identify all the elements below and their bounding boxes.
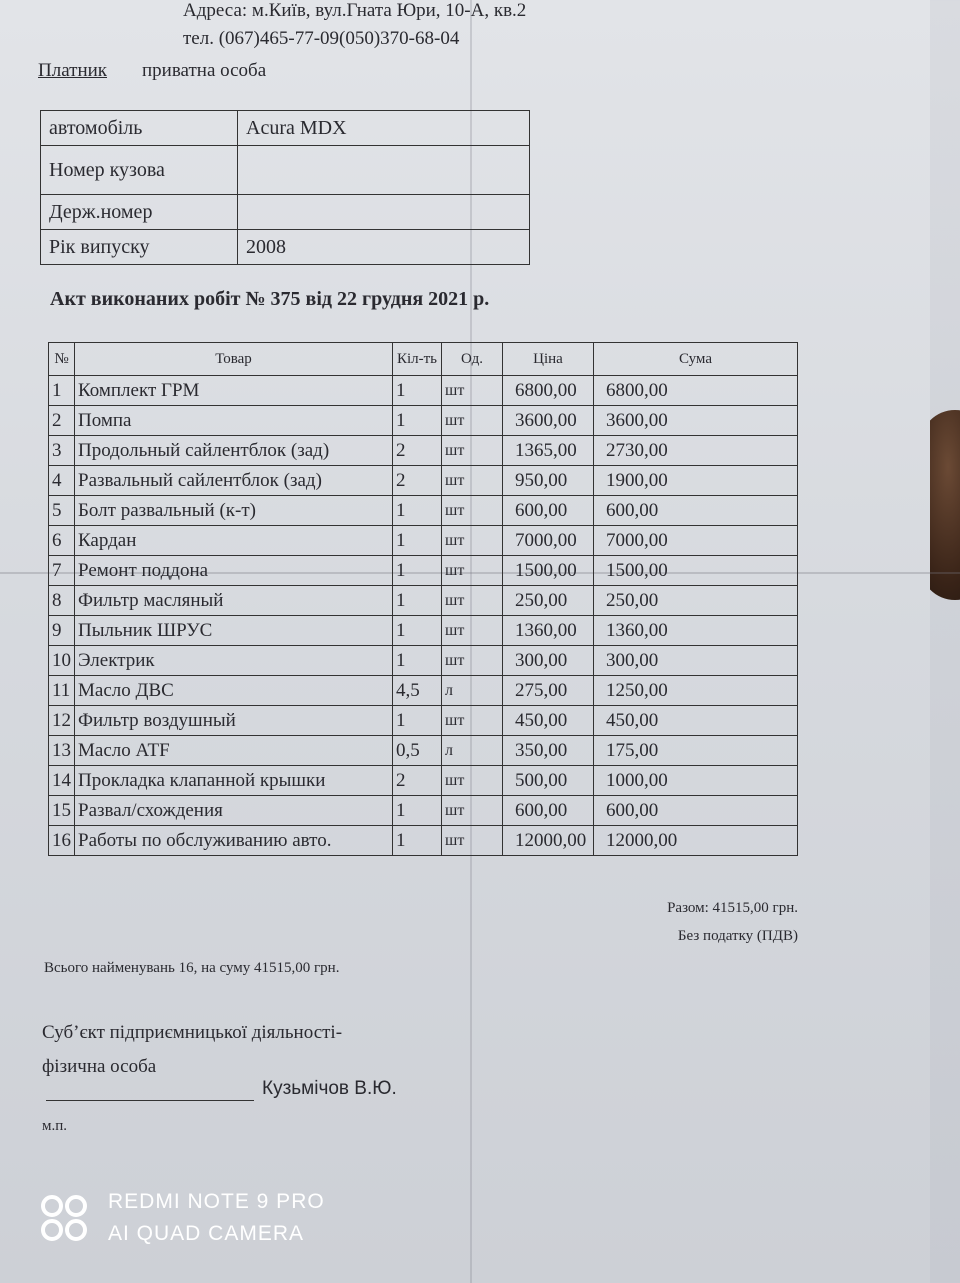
item-number: 16 <box>49 826 75 856</box>
item-unit: шт <box>442 826 503 856</box>
item-sum: 12000,00 <box>594 826 798 856</box>
item-price: 300,00 <box>503 646 594 676</box>
item-unit: шт <box>442 616 503 646</box>
item-price: 12000,00 <box>503 826 594 856</box>
car-value <box>238 195 530 230</box>
payer-value: приватна особа <box>142 60 267 81</box>
item-number: 8 <box>49 586 75 616</box>
item-name: Комплект ГРМ <box>75 376 393 406</box>
act-title: Акт виконаних робіт № 375 від 22 грудня 2021 р. <box>50 288 490 310</box>
stamp-mark: м.п. <box>42 1118 68 1134</box>
item-unit: шт <box>442 646 503 676</box>
col-unit: Од. <box>442 343 503 376</box>
item-name: Продольный сайлентблок (зад) <box>75 436 393 466</box>
car-key: Рік випуску <box>41 230 238 265</box>
item-price: 1360,00 <box>503 616 594 646</box>
car-key: автомобіль <box>41 111 238 146</box>
item-sum: 175,00 <box>594 736 798 766</box>
item-number: 9 <box>49 616 75 646</box>
signer-name: Кузьмічов В.Ю. <box>262 1078 397 1099</box>
item-sum: 300,00 <box>594 646 798 676</box>
car-key: Держ.номер <box>41 195 238 230</box>
item-qty: 0,5 <box>393 736 442 766</box>
table-row <box>49 556 798 586</box>
item-number: 3 <box>49 436 75 466</box>
item-qty: 2 <box>393 766 442 796</box>
item-unit: шт <box>442 406 503 436</box>
car-value: 2008 <box>238 230 530 265</box>
col-sum: Сума <box>594 343 798 376</box>
table-row <box>49 736 798 766</box>
item-unit: шт <box>442 526 503 556</box>
item-unit: шт <box>442 466 503 496</box>
item-unit: шт <box>442 796 503 826</box>
car-row <box>41 195 530 230</box>
item-sum: 1900,00 <box>594 466 798 496</box>
item-number: 2 <box>49 406 75 436</box>
item-qty: 2 <box>393 466 442 496</box>
entity-line-2: фізична особа <box>42 1056 157 1077</box>
item-unit: шт <box>442 766 503 796</box>
item-price: 350,00 <box>503 736 594 766</box>
item-sum: 3600,00 <box>594 406 798 436</box>
item-number: 5 <box>49 496 75 526</box>
item-qty: 1 <box>393 586 442 616</box>
item-qty: 1 <box>393 646 442 676</box>
item-sum: 7000,00 <box>594 526 798 556</box>
item-qty: 1 <box>393 616 442 646</box>
item-name: Развальный сайлентблок (зад) <box>75 466 393 496</box>
col-price: Ціна <box>503 343 594 376</box>
item-name: Ремонт поддона <box>75 556 393 586</box>
item-unit: л <box>442 736 503 766</box>
item-price: 3600,00 <box>503 406 594 436</box>
table-row <box>49 766 798 796</box>
item-number: 12 <box>49 706 75 736</box>
item-name: Прокладка клапанной крышки <box>75 766 393 796</box>
table-row <box>49 466 798 496</box>
item-unit: шт <box>442 586 503 616</box>
col-qty: Кіл-ть <box>393 343 442 376</box>
table-row <box>49 526 798 556</box>
item-unit: шт <box>442 496 503 526</box>
item-qty: 1 <box>393 796 442 826</box>
col-number: № <box>49 343 75 376</box>
item-price: 6800,00 <box>503 376 594 406</box>
col-product: Товар <box>75 343 393 376</box>
table-row <box>49 706 798 736</box>
item-price: 7000,00 <box>503 526 594 556</box>
item-sum: 2730,00 <box>594 436 798 466</box>
item-price: 600,00 <box>503 496 594 526</box>
item-sum: 600,00 <box>594 796 798 826</box>
item-price: 450,00 <box>503 706 594 736</box>
item-qty: 1 <box>393 406 442 436</box>
item-name: Болт развальный (к-т) <box>75 496 393 526</box>
entity-line-1: Суб’єкт підприємницької діяльності- <box>42 1022 343 1043</box>
item-price: 1365,00 <box>503 436 594 466</box>
item-price: 275,00 <box>503 676 594 706</box>
item-sum: 1500,00 <box>594 556 798 586</box>
header-address: Адреса: м.Київ, вул.Гната Юри, 10-А, кв.2 <box>183 0 527 21</box>
item-number: 4 <box>49 466 75 496</box>
car-row <box>41 111 530 146</box>
car-value <box>238 146 530 195</box>
table-row <box>49 496 798 526</box>
items-count-line: Всього найменувань 16, на суму 41515,00 грн. <box>44 960 340 976</box>
item-sum: 1250,00 <box>594 676 798 706</box>
car-info-table <box>40 110 530 265</box>
item-name: Электрик <box>75 646 393 676</box>
item-unit: шт <box>442 376 503 406</box>
item-qty: 2 <box>393 436 442 466</box>
table-row <box>49 826 798 856</box>
table-row <box>49 586 798 616</box>
item-number: 6 <box>49 526 75 556</box>
item-qty: 1 <box>393 556 442 586</box>
item-sum: 1360,00 <box>594 616 798 646</box>
camera-lens-icon <box>40 1194 90 1244</box>
item-qty: 1 <box>393 526 442 556</box>
vat-note: Без податку (ПДВ) <box>677 928 798 944</box>
table-row <box>49 616 798 646</box>
watermark-line-2: AI QUAD CAMERA <box>108 1222 305 1245</box>
item-sum: 600,00 <box>594 496 798 526</box>
items-body <box>49 376 798 856</box>
items-header-row <box>49 343 798 376</box>
item-unit: шт <box>442 436 503 466</box>
car-row <box>41 146 530 195</box>
item-name: Фильтр воздушный <box>75 706 393 736</box>
table-row <box>49 406 798 436</box>
item-number: 11 <box>49 676 75 706</box>
item-number: 1 <box>49 376 75 406</box>
item-sum: 6800,00 <box>594 376 798 406</box>
item-name: Развал/схождения <box>75 796 393 826</box>
item-name: Работы по обслуживанию авто. <box>75 826 393 856</box>
item-price: 250,00 <box>503 586 594 616</box>
item-sum: 1000,00 <box>594 766 798 796</box>
car-row <box>41 230 530 265</box>
watermark-line-1: REDMI NOTE 9 PRO <box>108 1190 325 1213</box>
table-row <box>49 796 798 826</box>
item-price: 1500,00 <box>503 556 594 586</box>
header-phone: тел. (067)465-77-09(050)370-68-04 <box>183 28 460 49</box>
item-sum: 450,00 <box>594 706 798 736</box>
item-qty: 1 <box>393 496 442 526</box>
items-table <box>48 342 798 856</box>
table-row <box>49 676 798 706</box>
table-row <box>49 436 798 466</box>
item-number: 13 <box>49 736 75 766</box>
item-unit: л <box>442 676 503 706</box>
item-name: Масло АТF <box>75 736 393 766</box>
item-price: 600,00 <box>503 796 594 826</box>
table-row <box>49 646 798 676</box>
car-value: Acura MDX <box>238 111 530 146</box>
item-name: Кардан <box>75 526 393 556</box>
item-name: Пыльник ШРУС <box>75 616 393 646</box>
item-number: 10 <box>49 646 75 676</box>
item-name: Масло ДВС <box>75 676 393 706</box>
item-price: 500,00 <box>503 766 594 796</box>
payer-label: Платник <box>38 60 108 81</box>
item-name: Помпа <box>75 406 393 436</box>
table-row <box>49 376 798 406</box>
total-sum: Разом: 41515,00 грн. <box>667 900 798 916</box>
item-qty: 1 <box>393 706 442 736</box>
item-unit: шт <box>442 556 503 586</box>
item-number: 15 <box>49 796 75 826</box>
item-qty: 1 <box>393 826 442 856</box>
item-number: 7 <box>49 556 75 586</box>
item-number: 14 <box>49 766 75 796</box>
item-name: Фильтр масляный <box>75 586 393 616</box>
item-qty: 4,5 <box>393 676 442 706</box>
signature-line <box>46 1100 254 1101</box>
item-qty: 1 <box>393 376 442 406</box>
item-price: 950,00 <box>503 466 594 496</box>
car-key: Номер кузова <box>41 146 238 195</box>
item-sum: 250,00 <box>594 586 798 616</box>
item-unit: шт <box>442 706 503 736</box>
